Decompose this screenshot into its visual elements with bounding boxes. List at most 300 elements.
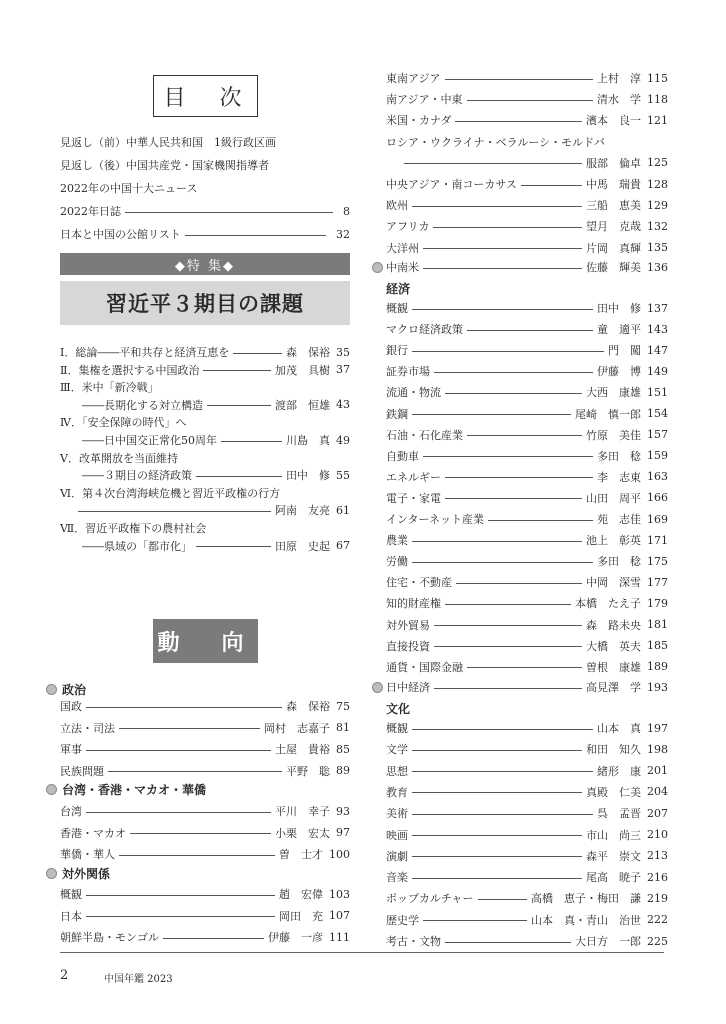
entry-author: 片岡 真輝 bbox=[586, 241, 641, 255]
toc-entry[interactable] bbox=[60, 825, 350, 841]
toc-entry[interactable] bbox=[60, 698, 350, 714]
leader-line bbox=[423, 248, 582, 249]
entry-title: 映画 bbox=[386, 828, 408, 842]
leader-line bbox=[412, 856, 582, 857]
leader-line bbox=[163, 938, 264, 939]
toc-entry[interactable] bbox=[60, 450, 350, 466]
entry-author: 中馬 瑞貴 bbox=[586, 178, 641, 191]
leader-line bbox=[203, 370, 271, 371]
toc-entry[interactable] bbox=[386, 784, 668, 800]
toc-entry[interactable] bbox=[60, 886, 350, 902]
entry-page: 216 bbox=[647, 870, 668, 884]
leader-line bbox=[412, 771, 593, 772]
entry-title: 流通・物流 bbox=[386, 386, 441, 400]
entry-author: 大橋 英夫 bbox=[586, 639, 641, 653]
toc-entry[interactable] bbox=[386, 827, 668, 843]
entry-page: 118 bbox=[647, 92, 668, 106]
entry-page: 32 bbox=[336, 227, 350, 241]
entry-page: 169 bbox=[647, 512, 668, 526]
entry-author: 阿南 友亮 bbox=[275, 504, 330, 518]
entry-title: 欧州 bbox=[386, 199, 408, 213]
entry-page: 115 bbox=[647, 71, 668, 85]
leader-line bbox=[221, 441, 282, 442]
toc-entry[interactable] bbox=[386, 406, 668, 422]
entry-author: 佐藤 輝美 bbox=[586, 261, 641, 274]
entry-title: ポップカルチャー bbox=[386, 892, 474, 906]
entry-page: 121 bbox=[647, 113, 668, 127]
section-bullet-icon bbox=[372, 262, 383, 273]
entry-page: 129 bbox=[647, 198, 668, 212]
leader-line bbox=[412, 309, 593, 310]
toc-entry[interactable] bbox=[386, 155, 668, 171]
leader-line bbox=[445, 604, 571, 605]
toc-entry[interactable] bbox=[386, 741, 668, 757]
entry-author: 渡部 恒雄 bbox=[275, 398, 330, 412]
entry-page: 81 bbox=[336, 721, 350, 734]
toc-entry[interactable] bbox=[386, 720, 668, 736]
toc-entry[interactable] bbox=[386, 511, 668, 527]
entry-author: 川島 真 bbox=[286, 434, 330, 447]
entry-page: 147 bbox=[647, 343, 668, 357]
entry-title: 立法・司法 bbox=[60, 721, 115, 735]
entry-page: 207 bbox=[647, 806, 668, 820]
entry-title: アフリカ bbox=[386, 220, 430, 234]
entry-title: 概観 bbox=[386, 722, 408, 735]
entry-author: 童 適平 bbox=[597, 323, 641, 337]
leader-line bbox=[521, 185, 582, 186]
section-bullet-icon bbox=[46, 868, 57, 879]
toc-entry[interactable] bbox=[60, 344, 350, 360]
entry-page: 61 bbox=[336, 503, 350, 517]
entry-title: Ⅰ．総論――平和共存と経済互恵を bbox=[60, 346, 230, 359]
toc-entry[interactable] bbox=[386, 890, 668, 906]
entry-author: 山本 真・青山 治世 bbox=[531, 913, 641, 927]
toc-title: 目 次 bbox=[153, 75, 258, 117]
toc-entry[interactable] bbox=[60, 134, 350, 150]
entry-author: 田中 修 bbox=[597, 302, 641, 315]
page-number: 2 bbox=[60, 968, 69, 983]
leader-line bbox=[423, 920, 527, 921]
entry-page: 204 bbox=[647, 785, 668, 799]
toc-entry[interactable] bbox=[60, 520, 350, 536]
toc-entry[interactable] bbox=[60, 203, 350, 219]
entry-page: 8 bbox=[343, 204, 350, 218]
entry-author: 真殿 仁美 bbox=[586, 785, 641, 799]
entry-author: 大日方 一郎 bbox=[575, 935, 641, 948]
toc-entry[interactable] bbox=[386, 574, 668, 590]
toc-entry[interactable] bbox=[386, 240, 668, 256]
entry-page: 137 bbox=[647, 301, 668, 315]
leader-line bbox=[86, 895, 275, 896]
leader-line bbox=[434, 372, 593, 373]
section-heading-text: 政治 bbox=[62, 682, 87, 697]
entry-author: 田原 史起 bbox=[275, 539, 330, 553]
entry-page: 107 bbox=[329, 909, 350, 922]
entry-author: 趙 宏偉 bbox=[279, 888, 323, 901]
entry-page: 128 bbox=[647, 177, 668, 191]
section-heading-taiwan bbox=[46, 780, 206, 798]
leader-line bbox=[433, 227, 582, 228]
entry-author: 森 保裕 bbox=[286, 346, 330, 359]
entry-title: 石油・石化産業 bbox=[386, 428, 463, 442]
leader-line bbox=[434, 688, 582, 689]
entry-page: 97 bbox=[336, 826, 350, 839]
leader-line bbox=[434, 625, 582, 626]
entry-author: 市山 尚三 bbox=[586, 828, 641, 842]
entry-title: ――日中国交正常化50周年 bbox=[60, 434, 217, 447]
entry-page: 125 bbox=[647, 156, 668, 170]
entry-title: 音楽 bbox=[386, 871, 408, 885]
entry-title: 台湾 bbox=[60, 805, 82, 818]
leader-line bbox=[108, 771, 282, 772]
entry-author: 尾高 暁子 bbox=[586, 871, 641, 885]
leader-line bbox=[412, 729, 593, 730]
toc-entry[interactable] bbox=[60, 414, 350, 430]
entry-author: 三船 恵美 bbox=[586, 199, 641, 213]
toc-entry[interactable] bbox=[386, 342, 668, 358]
entry-title: 電子・家電 bbox=[386, 491, 441, 505]
entry-page: 111 bbox=[329, 930, 350, 944]
entry-title: ――県域の「都市化」 bbox=[60, 539, 192, 553]
entry-author: 清水 学 bbox=[597, 93, 641, 107]
leader-line bbox=[434, 646, 582, 647]
entry-page: 222 bbox=[647, 913, 668, 927]
toc-entry[interactable] bbox=[386, 176, 668, 192]
entry-title: 2022年の中国十大ニュース bbox=[60, 182, 198, 195]
entry-page: 35 bbox=[336, 345, 350, 359]
leader-line bbox=[467, 435, 582, 436]
toc-entry[interactable] bbox=[60, 397, 350, 413]
toc-entry[interactable] bbox=[386, 70, 668, 86]
entry-page: 179 bbox=[647, 596, 668, 610]
leader-line bbox=[185, 235, 326, 236]
entry-author: 森 路未央 bbox=[586, 618, 641, 632]
entry-title: 直接投資 bbox=[386, 639, 430, 653]
section-heading-text: 対外関係 bbox=[62, 866, 111, 881]
entry-author: 高見澤 学 bbox=[586, 681, 641, 694]
entry-page: 149 bbox=[647, 364, 668, 378]
toc-entry[interactable] bbox=[386, 469, 668, 485]
leader-line bbox=[445, 393, 582, 394]
toc-entry[interactable] bbox=[386, 933, 668, 949]
entry-author: 濱本 良一 bbox=[586, 114, 641, 128]
entry-page: 85 bbox=[336, 742, 350, 756]
leader-line bbox=[445, 477, 593, 478]
entry-page: 143 bbox=[647, 322, 668, 336]
toc-entry[interactable] bbox=[60, 741, 350, 757]
toc-entry[interactable] bbox=[60, 803, 350, 819]
entry-author: 中岡 深雪 bbox=[586, 576, 641, 590]
toc-entry-japan-china-economy[interactable] bbox=[386, 679, 668, 695]
entry-author: 苑 志佳 bbox=[597, 513, 641, 526]
entry-title: Ⅳ．「安全保障の時代」へ bbox=[60, 416, 187, 430]
entry-author: 高橋 恵子・梅田 謙 bbox=[531, 892, 641, 906]
entry-title: 華僑・華人 bbox=[60, 848, 115, 861]
entry-title: 南アジア・中東 bbox=[386, 93, 463, 107]
toc-entry[interactable] bbox=[386, 448, 668, 464]
toc-entry[interactable] bbox=[386, 659, 668, 675]
leader-line bbox=[404, 163, 582, 164]
entry-title: インターネット産業 bbox=[386, 513, 485, 526]
entry-page: 151 bbox=[647, 385, 668, 399]
entry-page: 136 bbox=[647, 260, 668, 274]
toc-entry-china-south-america[interactable] bbox=[386, 259, 668, 275]
entry-author: 尾崎 慎一郎 bbox=[575, 407, 641, 421]
trends-label: 動 向 bbox=[153, 619, 258, 663]
entry-title: 大洋州 bbox=[386, 241, 419, 255]
section-bullet-icon bbox=[372, 682, 383, 693]
toc-entry[interactable] bbox=[386, 638, 668, 654]
entry-author: 岡村 志嘉子 bbox=[264, 721, 330, 735]
toc-entry[interactable] bbox=[386, 869, 668, 885]
entry-title: 美術 bbox=[386, 807, 408, 821]
entry-title: 労働 bbox=[386, 555, 408, 569]
entry-author: 岡田 充 bbox=[279, 909, 323, 923]
toc-entry[interactable] bbox=[386, 112, 668, 128]
toc-entry[interactable] bbox=[60, 929, 350, 945]
leader-line bbox=[456, 583, 582, 584]
leader-line bbox=[445, 942, 571, 943]
toc-entry[interactable] bbox=[386, 532, 668, 548]
leader-line bbox=[423, 456, 593, 457]
toc-entry[interactable] bbox=[386, 218, 668, 234]
leader-line bbox=[86, 707, 282, 708]
entry-title: 教育 bbox=[386, 785, 408, 799]
entry-title: 証券市場 bbox=[386, 365, 430, 379]
entry-page: 89 bbox=[336, 764, 350, 777]
entry-title: ――長期化する対立構造 bbox=[60, 398, 203, 412]
toc-entry[interactable] bbox=[386, 91, 668, 107]
entry-title: 鉄鋼 bbox=[386, 407, 408, 421]
publication-name: 中国年鑑 2023 bbox=[104, 974, 173, 985]
toc-entry[interactable] bbox=[386, 617, 668, 633]
toc-entry[interactable] bbox=[386, 848, 668, 864]
leader-line bbox=[445, 498, 582, 499]
toc-entry[interactable] bbox=[60, 502, 350, 518]
toc-entry[interactable] bbox=[60, 362, 350, 378]
leader-line bbox=[86, 812, 271, 813]
entry-author: 服部 倫卓 bbox=[586, 156, 641, 170]
toc-entry[interactable] bbox=[386, 805, 668, 821]
entry-title: 2022年日誌 bbox=[60, 205, 121, 218]
toc-entry[interactable] bbox=[60, 432, 350, 448]
entry-title: 知的財産権 bbox=[386, 597, 441, 611]
leader-line bbox=[467, 667, 582, 668]
entry-author: 山本 真 bbox=[597, 722, 641, 735]
section-heading-politics bbox=[46, 680, 86, 698]
toc-entry[interactable] bbox=[386, 763, 668, 779]
entry-page: 166 bbox=[647, 491, 668, 505]
entry-author: 竹原 美佳 bbox=[586, 428, 641, 442]
leader-line bbox=[196, 546, 271, 547]
entry-title: 香港・マカオ bbox=[60, 826, 126, 840]
entry-title: 演劇 bbox=[386, 849, 408, 863]
toc-entry[interactable] bbox=[386, 490, 668, 506]
entry-author: 曽根 康雄 bbox=[586, 660, 641, 674]
entry-author: 小栗 宏太 bbox=[275, 826, 330, 840]
entry-title: 中央アジア・南コーカサス bbox=[386, 178, 517, 191]
entry-author: 和田 知久 bbox=[586, 743, 641, 757]
entry-title: 文学 bbox=[386, 743, 408, 757]
toc-entry[interactable] bbox=[386, 300, 668, 316]
entry-title: 概観 bbox=[386, 302, 408, 315]
entry-page: 132 bbox=[647, 219, 668, 233]
entry-title: 日本と中国の公館リスト bbox=[60, 228, 181, 241]
entry-title: ――３期目の経済政策 bbox=[60, 469, 192, 483]
leader-line bbox=[412, 814, 593, 815]
leader-line bbox=[412, 792, 582, 793]
entry-author: 森平 崇文 bbox=[586, 849, 641, 863]
entry-author: 望月 克哉 bbox=[586, 220, 641, 234]
entry-page: 43 bbox=[336, 398, 350, 412]
entry-title: Ⅴ．改革開放を当面維持 bbox=[60, 451, 178, 465]
entry-page: 100 bbox=[329, 847, 350, 861]
toc-entry[interactable] bbox=[386, 134, 668, 150]
entry-page: 159 bbox=[647, 449, 668, 463]
entry-author: 山田 周平 bbox=[586, 491, 641, 505]
toc-entry[interactable] bbox=[60, 538, 350, 554]
entry-page: 193 bbox=[647, 680, 668, 694]
section-heading-text: 経済 bbox=[386, 281, 411, 296]
leader-line bbox=[119, 728, 260, 729]
leader-line bbox=[78, 511, 271, 512]
entry-title: 考古・文物 bbox=[386, 935, 441, 948]
entry-title: 思想 bbox=[386, 764, 408, 778]
entry-page: 157 bbox=[647, 428, 668, 442]
entry-title: 自動車 bbox=[386, 449, 419, 463]
entry-author: 上村 淳 bbox=[597, 72, 641, 85]
entry-title: ロシア・ウクライナ・ベラルーシ・モルドバ bbox=[386, 135, 605, 149]
entry-title: 東南アジア bbox=[386, 72, 441, 85]
leader-line bbox=[412, 750, 582, 751]
toc-entry[interactable] bbox=[60, 720, 350, 736]
entry-author: 本橋 たえ子 bbox=[575, 597, 641, 611]
section-heading-economy bbox=[386, 279, 410, 297]
section-bullet-icon bbox=[46, 684, 57, 695]
entry-author: 平野 聡 bbox=[286, 764, 330, 778]
toc-entry[interactable] bbox=[386, 595, 668, 611]
entry-page: 213 bbox=[647, 849, 668, 863]
leader-line bbox=[412, 206, 582, 207]
leader-line bbox=[130, 833, 271, 834]
leader-line bbox=[119, 855, 275, 856]
leader-line bbox=[86, 750, 271, 751]
entry-page: 67 bbox=[336, 539, 350, 553]
entry-title: 朝鮮半島・モンゴル bbox=[60, 931, 159, 944]
entry-page: 185 bbox=[647, 639, 668, 653]
section-heading-culture bbox=[386, 699, 410, 717]
entry-page: 55 bbox=[336, 468, 350, 482]
footer-divider bbox=[60, 952, 664, 953]
toc-entry[interactable] bbox=[386, 553, 668, 569]
entry-title: 住宅・不動産 bbox=[386, 576, 452, 590]
toc-entry[interactable] bbox=[60, 908, 350, 924]
entry-author: 平川 幸子 bbox=[275, 805, 330, 818]
entry-title: Ⅵ．第４次台湾海峡危機と習近平政権の行方 bbox=[60, 486, 281, 500]
leader-line bbox=[125, 212, 333, 213]
leader-line bbox=[445, 79, 593, 80]
entry-title: 通貨・国際金融 bbox=[386, 660, 463, 674]
entry-author: 門 闖 bbox=[608, 344, 641, 358]
entry-title: 日中経済 bbox=[386, 681, 430, 694]
toc-entry[interactable] bbox=[60, 379, 350, 395]
leader-line bbox=[488, 520, 593, 521]
entry-page: 210 bbox=[647, 828, 668, 841]
toc-entry[interactable] bbox=[60, 180, 350, 196]
section-bullet-icon bbox=[46, 784, 57, 795]
toc-entry[interactable] bbox=[386, 197, 668, 213]
leader-line bbox=[412, 878, 582, 879]
toc-entry[interactable] bbox=[60, 157, 350, 173]
entry-page: 75 bbox=[336, 699, 350, 713]
toc-entry[interactable] bbox=[386, 912, 668, 928]
toc-entry[interactable] bbox=[60, 763, 350, 779]
toc-entry[interactable] bbox=[60, 226, 350, 242]
entry-author: 田中 修 bbox=[286, 469, 330, 483]
entry-title: 民族問題 bbox=[60, 764, 104, 778]
section-heading-text: 文化 bbox=[386, 701, 411, 716]
entry-page: 135 bbox=[647, 241, 668, 255]
entry-page: 154 bbox=[647, 407, 668, 420]
entry-author: 呉 孟晋 bbox=[597, 807, 641, 821]
leader-line bbox=[233, 353, 282, 354]
leader-line bbox=[412, 835, 582, 836]
entry-author: 加茂 具樹 bbox=[275, 363, 330, 377]
toc-entry[interactable] bbox=[386, 427, 668, 443]
entry-page: 225 bbox=[647, 934, 668, 948]
entry-page: 219 bbox=[647, 891, 668, 905]
toc-entry[interactable] bbox=[60, 846, 350, 862]
entry-author: 李 志東 bbox=[597, 470, 641, 484]
entry-title: エネルギー bbox=[386, 470, 441, 484]
entry-page: 177 bbox=[647, 575, 668, 589]
entry-title: 米国・カナダ bbox=[386, 114, 452, 128]
toc-entry[interactable] bbox=[386, 363, 668, 379]
entry-title: 歴史学 bbox=[386, 913, 419, 927]
toc-entry[interactable] bbox=[60, 485, 350, 501]
entry-author: 池上 彰英 bbox=[586, 534, 641, 548]
section-heading-foreign bbox=[46, 864, 110, 882]
toc-entry[interactable] bbox=[386, 321, 668, 337]
entry-author: 緒形 康 bbox=[597, 764, 641, 778]
leader-line bbox=[207, 405, 271, 406]
leader-line bbox=[467, 330, 593, 331]
special-feature-label: ◆特 集◆ bbox=[60, 253, 350, 275]
toc-entry[interactable] bbox=[386, 384, 668, 400]
entry-page: 103 bbox=[329, 887, 350, 901]
entry-author: 伊藤 博 bbox=[597, 365, 641, 379]
entry-title: 銀行 bbox=[386, 344, 408, 358]
entry-page: 49 bbox=[336, 433, 350, 447]
entry-author: 曽 士才 bbox=[279, 848, 323, 861]
toc-entry[interactable] bbox=[60, 467, 350, 483]
leader-line bbox=[86, 916, 275, 917]
leader-line bbox=[423, 268, 582, 269]
entry-page: 163 bbox=[647, 470, 668, 484]
entry-title: 見返し（後）中国共産党・国家機関指導者 bbox=[60, 159, 269, 172]
leader-line bbox=[412, 351, 604, 352]
entry-page: 201 bbox=[647, 764, 668, 778]
entry-author: 多田 稔 bbox=[597, 449, 641, 463]
entry-title: 概観 bbox=[60, 888, 82, 901]
entry-title: 軍事 bbox=[60, 743, 82, 756]
section-heading-text: 台湾・香港・マカオ・華僑 bbox=[62, 782, 207, 797]
entry-page: 189 bbox=[647, 660, 668, 674]
entry-author: 土屋 貴裕 bbox=[275, 743, 330, 756]
entry-title: Ⅱ．集権を選択する中国政治 bbox=[60, 363, 200, 377]
entry-author: 多田 稔 bbox=[597, 555, 641, 569]
entry-page: 93 bbox=[336, 804, 350, 818]
